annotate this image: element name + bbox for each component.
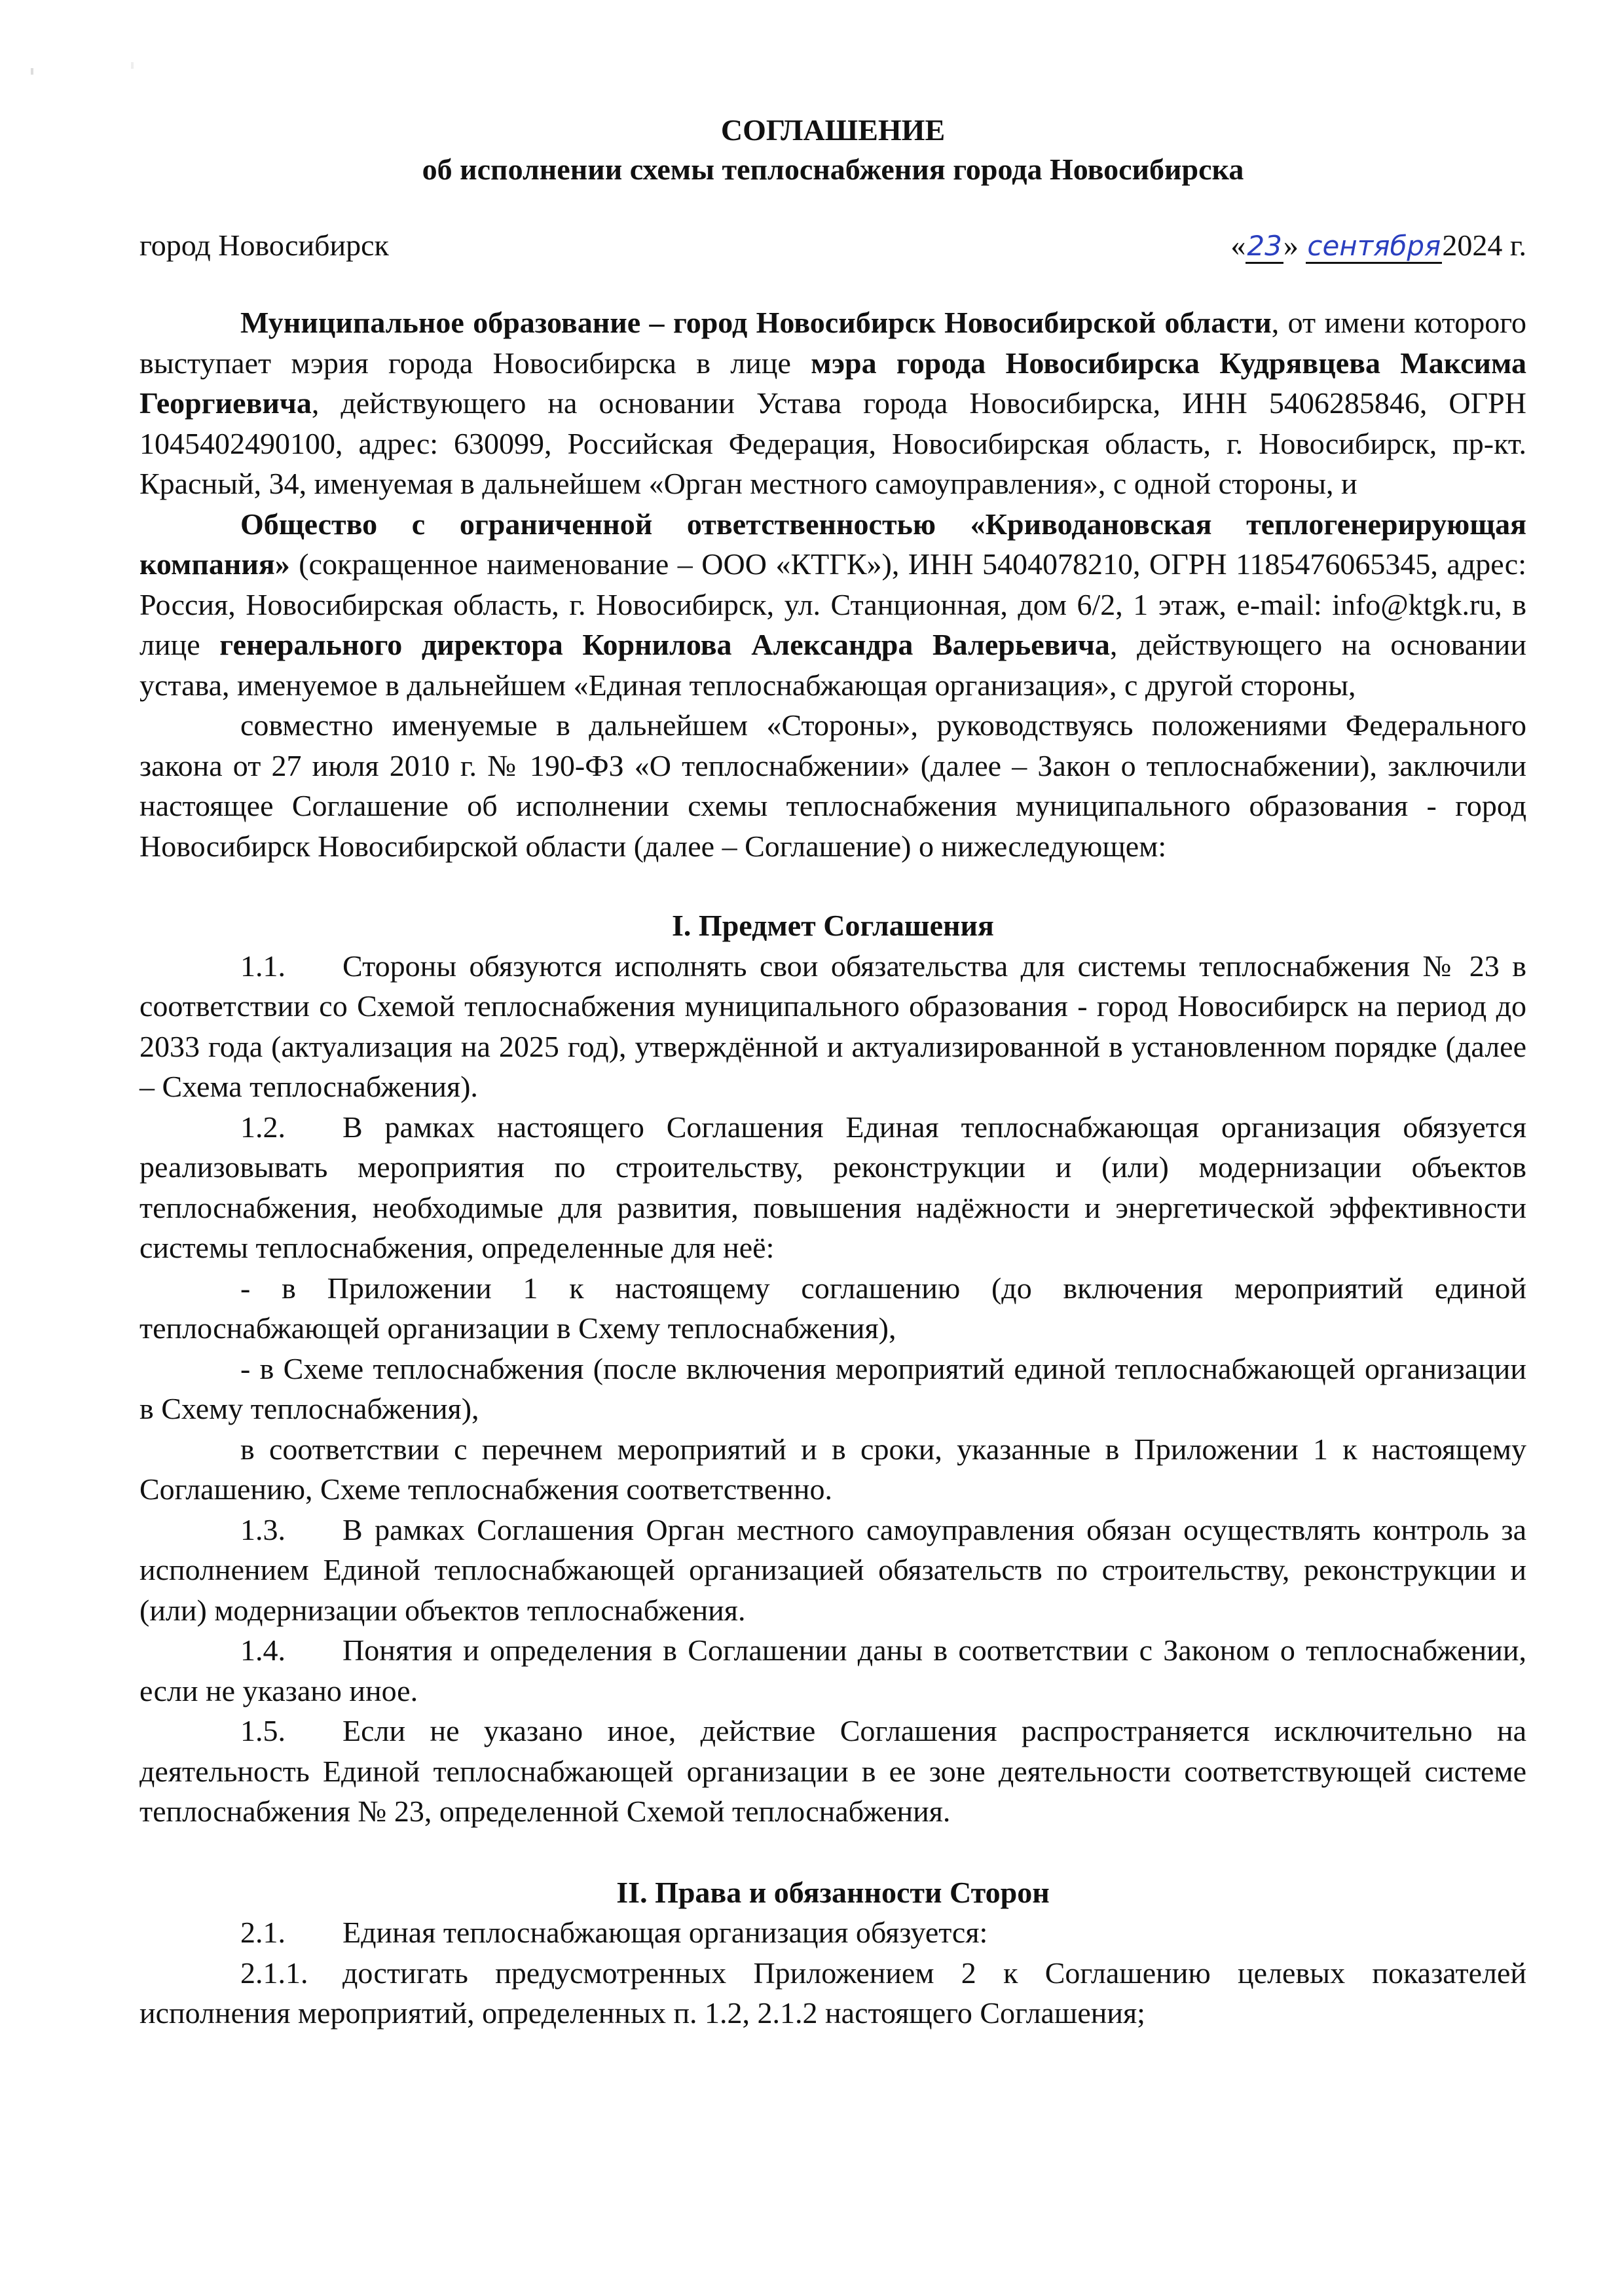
clause-number: 1.5. [240,1714,286,1747]
city-label: город Новосибирск [139,228,389,262]
clause-number: 1.3. [240,1512,286,1546]
clause-number: 2.1. [240,1916,286,1949]
party2-text: , действующего на основании устава, именуемое в дальнейшем «Единая теплоснабжающая организация», с другой стороны, [139,628,1526,702]
clause-text: В рамках настоящего Соглашения Единая теплоснабжающая организация обязуется реализовывать мероприятия по строительству, реконструкции и (или) модернизации объектов теплоснабжения, необходимые для развития, повышения надёжности и энергетической эффективности системы теплоснабжения, определенные для неё: [139,1110,1526,1264]
clause-1-2-tail: в соответствии с перечнем мероприятий и в сроки, указанные в Приложении 1 к настоящему Соглашению, Схеме теплоснабжения соответственно. [139,1432,1526,1506]
quote-close: » [1283,228,1299,262]
clause-text: Единая теплоснабжающая организация обязуется: [342,1916,988,1949]
party1-details: , действующего на основании Устава города Новосибирска, ИНН 5406285846, ОГРН 1045402490100, адрес: 630099, Российская Федерация, Новосибирская область, г. Новосибирск, пр-кт. Красный, 34, именуемая в дальнейшем «Орган местного самоуправления», с одной стороны, и [139,386,1526,500]
clause-text: В рамках Соглашения Орган местного самоуправления обязан осуществлять контроль за исполнением Единой теплоснабжающей организацией обязательств по строительству, реконструкции и (или) модернизации объектов теплоснабжения. [139,1512,1526,1627]
clause-2-1-1 [139,1953,1526,2033]
clause-1-1 [139,946,1526,1107]
party1-name: Муниципальное образование – город Новосибирск Новосибирской области [240,306,1272,339]
scan-speck [131,62,134,69]
clause-text: Понятия и определения в Соглашении даны в соответствии с Законом о теплоснабжении, если не указано иное. [139,1633,1526,1707]
party2-representative: генерального директора Корнилова Александра Валерьевича [219,628,1110,661]
section-2-heading: II. Права и обязанности Сторон [616,1875,1050,1909]
clause-1-3 [139,1510,1526,1631]
clause-number: 2.1.1. [240,1956,308,1990]
clause-1-4 [139,1630,1526,1711]
bullet-item: - в Схеме теплоснабжения (после включения мероприятий единой теплоснабжающей организации в Схему теплоснабжения), [139,1351,1526,1425]
document-body [139,302,1526,2033]
bullet-item: - в Приложении 1 к настоящему соглашению (до включения мероприятий единой теплоснабжающей организации в Схему теплоснабжения), [139,1271,1526,1345]
document-subtitle: об исполнении схемы теплоснабжения города Новосибирска [422,153,1244,186]
clause-number: 1.4. [240,1633,286,1667]
clause-number: 1.1. [240,949,286,983]
scan-speck [31,68,33,75]
spacer [139,1832,1526,1872]
document-title: СОГЛАШЕНИЕ [720,113,946,147]
party2-paragraph [139,504,1526,706]
handwritten-day: 23 [1246,230,1283,264]
joint-paragraph: совместно именуемые в дальнейшем «Стороны», руководствуясь положениями Федерального закона от 27 июля 2010 г. № 190-ФЗ «О теплоснабжении» (далее – Закон о теплоснабжении), заключили настоящее Соглашение об исполнении схемы теплоснабжения муниципального образования - город Новосибирск Новосибирской области (далее – Соглашение) о нижеследующем: [139,708,1526,863]
party2-name: Общество с ограниченной ответственностью «Криводановская теплогенерирующая компания» [139,507,1526,581]
party1-representative: мэра города Новосибирска Кудрявцева Максима Георгиевича [139,346,1527,420]
clause-2-1 [139,1912,1526,1953]
section-1-heading: I. Предмет Соглашения [672,909,994,942]
clause-1-2 [139,1107,1526,1268]
party1-text: , от имени которого выступает мэрия города Новосибирска в лице [139,306,1526,380]
handwritten-month: сентября [1306,230,1442,264]
clause-text: Если не указано иное, действие Соглашения распространяется исключительно на деятельность Единой теплоснабжающей организации в ее зоне деятельности соответствующей системе теплоснабжения № 23, определенной Схемой теплоснабжения. [139,1714,1526,1828]
year: 2024 г. [1442,228,1526,262]
party2-details: (сокращенное наименование – ООО «КТГК»), ИНН 5404078210, ОГРН 1185476065345, адрес: Россия, Новосибирская область, г. Новосибирск, ул. Станционная, дом 6/2, 1 этаж, e-mail: info@ktgk.ru, в лице [139,547,1526,661]
spacer [139,866,1526,905]
clause-number: 1.2. [240,1110,286,1144]
clause-text: достигать предусмотренных Приложением 2 к Соглашению целевых показателей исполнения мероприятий, определенных п. 1.2, 2.1.2 настоящего Соглашения; [139,1956,1526,2030]
clause-text: Стороны обязуются исполнять свои обязательства для системы теплоснабжения № 23 в соответствии со Схемой теплоснабжения муниципального образования - город Новосибирск на период до 2033 года (актуализация на 2025 год), утверждённой и актуализированной в установленном порядке (далее – Схема теплоснабжения). [139,949,1526,1103]
quote-open: « [1230,228,1246,262]
signing-date [1230,228,1526,263]
clause-1-5 [139,1711,1526,1832]
party1-paragraph [139,302,1526,504]
